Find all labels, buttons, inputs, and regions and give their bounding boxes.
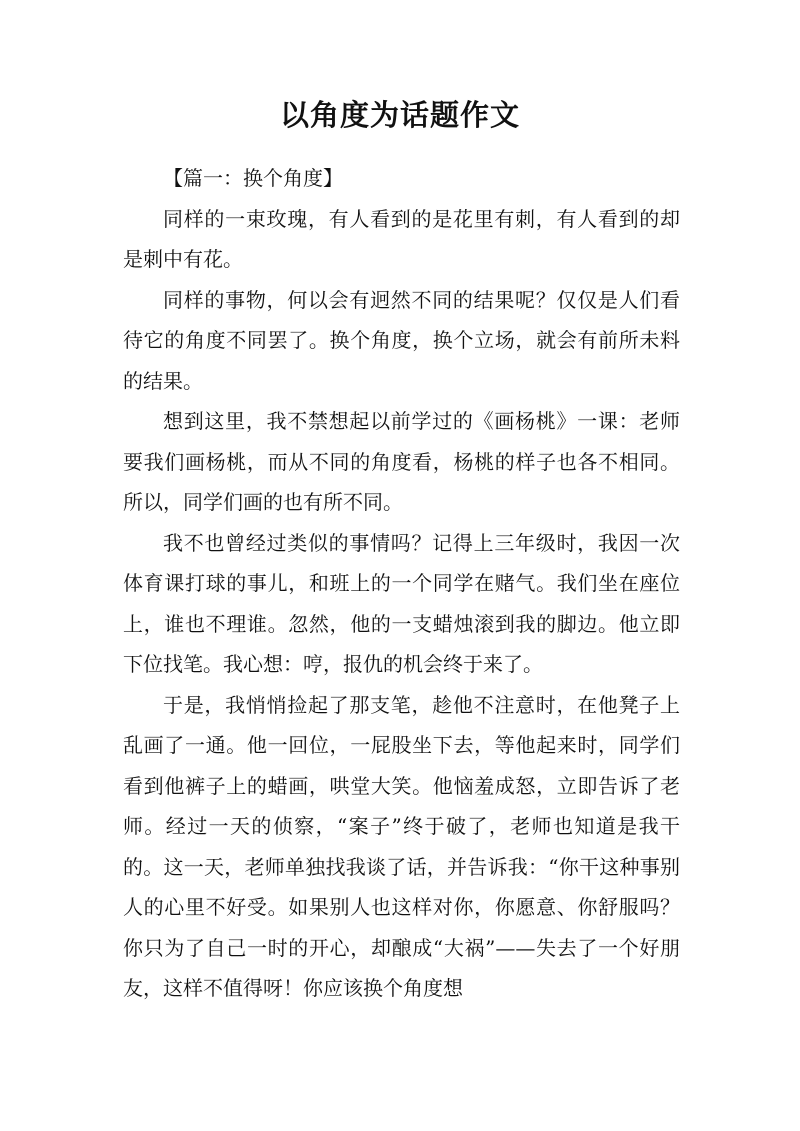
document-title: 以角度为话题作文 xyxy=(279,98,520,132)
paragraph-1: 同样的一束玫瑰，有人看到的是花里有刺，有人看到的却是刺中有花。 xyxy=(123,206,680,271)
document-body xyxy=(123,158,680,1009)
paragraph-2: 同样的事物，何以会有迥然不同的结果呢？仅仅是人们看待它的角度不同罢了。换个角度，换个立场，就会有前所未料的结果。 xyxy=(123,287,680,393)
paragraph-4: 我不也曾经过类似的事情吗？记得上三年级时，我因一次体育课打球的事儿，和班上的一个同学在赌气。我们坐在座位上，谁也不理谁。忽然，他的一支蜡烛滚到我的脚边。他立即下位找笔。我心想：哼，报仇的机会终于来了。 xyxy=(123,530,680,676)
section-heading: 【篇一：换个角度】 xyxy=(163,166,343,190)
paragraph-3: 想到这里，我不禁想起以前学过的《画杨桃》一课：老师要我们画杨桃，而从不同的角度看，杨桃的样子也各不相同。所以，同学们画的也有所不同。 xyxy=(123,409,680,514)
paragraph-5: 于是，我悄悄捡起了那支笔，趁他不注意时，在他凳子上乱画了一通。他一回位，一屁股坐下去，等他起来时，同学们看到他裤子上的蜡画，哄堂大笑。他恼羞成怒，立即告诉了老师。经过一天的侦察，“案子”终于破了，老师也知道是我干的。这一天，老师单独找我谈了话，并告诉我：“你干这种事别人的心里不好受。如果别人也这样对你，你愿意、你舒服吗？你只为了自己一时的开心，却酿成“大祸”——失去了一个好朋友，这样不值得呀！你应该换个角度想 xyxy=(123,692,680,1000)
